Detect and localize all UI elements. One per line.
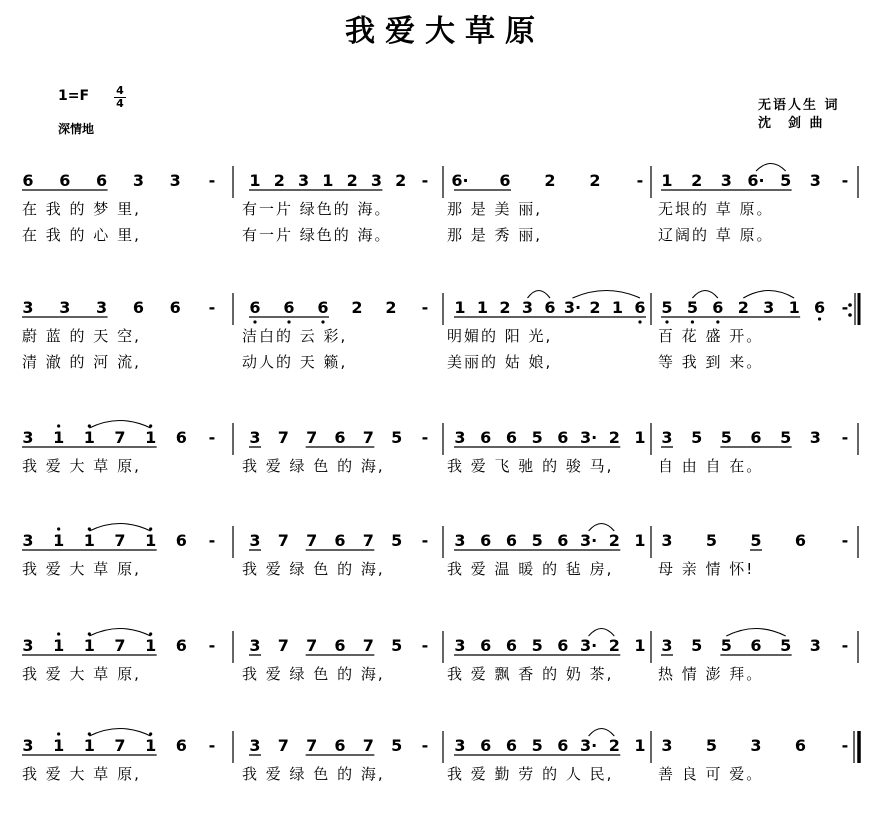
note-digit: 6 — [505, 531, 517, 550]
dash-extension: - — [421, 636, 429, 655]
note-digit: 6 — [22, 171, 34, 190]
dash-extension: - — [636, 171, 644, 190]
note-digit: 6 — [557, 636, 569, 655]
note-digit: 3 — [59, 298, 71, 317]
low-octave-dot — [287, 320, 290, 323]
note-digit: 2 — [589, 298, 601, 317]
lyric-text: 动人的 天 籁, — [242, 353, 348, 371]
lyric-text: 我 爱 大 草 原, — [22, 457, 141, 475]
lyric-text: 等 我 到 来。 — [658, 353, 764, 371]
note-digit: 1 — [634, 428, 646, 447]
note-digit: 3 — [22, 428, 34, 447]
note-digit: 3 — [454, 428, 466, 447]
note-digit: 3 — [249, 531, 261, 550]
note-digit: 2 — [691, 171, 703, 190]
note-digit: 3 — [454, 736, 466, 755]
composer-credit: 沈 剑 曲 — [758, 116, 825, 131]
note-digit: 1 — [53, 531, 65, 550]
note-digit: 6 — [634, 298, 646, 317]
dash-extension: - — [841, 298, 849, 317]
note-digit: 1 — [661, 171, 673, 190]
lyric-text: 辽阔的 草 原。 — [658, 226, 774, 244]
slur — [89, 421, 150, 429]
note-digit: 6 — [750, 428, 762, 447]
note-digit: 5 — [780, 636, 792, 655]
note-digit: 3 — [750, 736, 762, 755]
note-digit: 3· — [579, 531, 598, 550]
note-digit: 6 — [544, 298, 556, 317]
note-digit: 6 — [794, 736, 807, 755]
dash-extension: - — [421, 298, 429, 317]
note-digit: 1 — [611, 298, 624, 317]
note-digit: 6 — [175, 636, 187, 655]
dash-extension: - — [841, 531, 849, 550]
note-digit: 1 — [53, 636, 65, 655]
note-digit: 6 — [505, 636, 517, 655]
note-digit: 3 — [809, 171, 821, 190]
note-digit: 5 — [705, 531, 718, 550]
note-digit: 2 — [608, 428, 620, 447]
lyric-text: 我 爱 飘 香 的 奶 茶, — [447, 665, 614, 683]
note-digit: 1 — [145, 428, 157, 447]
note-digit: 6 — [175, 736, 187, 755]
note-digit: 3· — [579, 736, 598, 755]
note-digit: 3 — [22, 531, 34, 550]
note-digit: 3· — [579, 636, 598, 655]
note-digit: 6 — [557, 428, 569, 447]
low-octave-dot — [665, 320, 668, 323]
note-digit: 6· — [451, 171, 469, 190]
note-digit: 1 — [249, 171, 261, 190]
note-digit: 5 — [661, 298, 673, 317]
note-digit: 6 — [712, 298, 724, 317]
note-digit: 5 — [531, 531, 543, 550]
note-digit: 3 — [22, 298, 34, 317]
note-digit: 5 — [691, 636, 703, 655]
note-digit: 6 — [750, 636, 762, 655]
note-digit: 3 — [809, 636, 821, 655]
note-digit: 7 — [362, 428, 374, 447]
note-digit: 5 — [705, 736, 718, 755]
note-digit: 1 — [83, 531, 95, 550]
note-digit: 1 — [53, 736, 65, 755]
note-digit: 3 — [521, 298, 534, 317]
high-octave-dot — [57, 527, 60, 530]
lyric-text: 我 爱 绿 色 的 海, — [242, 665, 385, 683]
repeat-dot — [848, 303, 852, 307]
note-digit: 6 — [814, 298, 826, 317]
slur — [589, 524, 615, 532]
note-digit: 6 — [317, 298, 329, 317]
note-digit: 1 — [634, 736, 646, 755]
note-digit: 3 — [96, 298, 108, 317]
lyric-text: 百 花 盛 开。 — [658, 327, 764, 345]
lyric-text: 我 爱 大 草 原, — [22, 560, 141, 578]
lyric-text: 我 爱 飞 驰 的 骏 马, — [447, 457, 614, 475]
note-digit: 6 — [132, 298, 144, 317]
lyric-text: 有一片 绿色的 海。 — [242, 226, 392, 244]
note-digit: 1 — [454, 298, 466, 317]
slur — [726, 629, 785, 637]
lyric-text: 我 爱 大 草 原, — [22, 665, 141, 683]
dash-extension: - — [208, 171, 216, 190]
note-digit: 6 — [557, 531, 569, 550]
dash-extension: - — [841, 736, 849, 755]
lyric-text: 在 我 的 梦 里, — [22, 200, 141, 218]
high-octave-dot — [57, 632, 60, 635]
note-digit: 2 — [608, 531, 620, 550]
note-digit: 2 — [346, 171, 358, 190]
lyric-text: 无垠的 草 原。 — [658, 200, 774, 218]
dash-extension: - — [421, 736, 429, 755]
note-digit: 5 — [686, 298, 698, 317]
note-digit: 6 — [505, 736, 517, 755]
slur — [89, 524, 150, 532]
note-digit: 6 — [499, 171, 511, 190]
note-digit: 6 — [169, 298, 181, 317]
note-digit: 3 — [298, 171, 310, 190]
note-digit: 2 — [273, 171, 285, 190]
note-digit: 1 — [83, 428, 95, 447]
note-digit: 2 — [385, 298, 397, 317]
low-octave-dot — [716, 320, 719, 323]
note-digit: 7 — [114, 636, 126, 655]
dash-extension: - — [208, 636, 216, 655]
lyric-text: 洁白的 云 彩, — [242, 327, 348, 345]
lyric-text: 明媚的 阳 光, — [447, 327, 553, 345]
note-digit: 3 — [454, 531, 466, 550]
low-octave-dot — [321, 320, 324, 323]
dash-extension: - — [421, 171, 429, 190]
note-digit: 6 — [175, 531, 187, 550]
lyric-text: 我 爱 勤 劳 的 人 民, — [447, 765, 614, 783]
note-digit: 2 — [544, 171, 556, 190]
slur — [528, 291, 551, 299]
lyric-text: 善 良 可 爱。 — [658, 765, 764, 783]
lyric-text: 那 是 美 丽, — [447, 200, 543, 218]
note-digit: 7 — [277, 636, 289, 655]
note-digit: 1 — [145, 736, 157, 755]
note-digit: 6 — [505, 428, 517, 447]
note-digit: 3· — [579, 428, 598, 447]
note-digit: 1 — [145, 531, 157, 550]
dash-extension: - — [208, 428, 216, 447]
meter-bottom: 4 — [116, 97, 124, 110]
note-digit: 3 — [370, 171, 382, 190]
slur — [589, 629, 615, 637]
note-digit: 6 — [334, 736, 346, 755]
lyric-text: 热 情 澎 拜。 — [658, 665, 764, 683]
note-digit: 7 — [114, 531, 126, 550]
low-octave-dot — [253, 320, 256, 323]
slur — [89, 729, 150, 737]
note-digit: 3 — [249, 428, 261, 447]
low-octave-dot — [691, 320, 694, 323]
note-digit: 5 — [691, 428, 703, 447]
expression-mark: 深情地 — [58, 122, 95, 136]
slur — [692, 291, 717, 299]
meter-top: 4 — [116, 84, 124, 97]
note-digit: 7 — [114, 428, 126, 447]
note-digit: 3 — [454, 636, 466, 655]
note-digit: 2 — [351, 298, 363, 317]
note-digit: 5 — [780, 171, 792, 190]
note-digit: 3 — [661, 736, 673, 755]
note-digit: 3 — [22, 636, 34, 655]
note-digit: 6 — [59, 171, 71, 190]
note-digit: 3 — [661, 636, 673, 655]
note-digit: 5 — [720, 428, 732, 447]
note-digit: 1 — [476, 298, 489, 317]
note-digit: 3 — [661, 428, 673, 447]
note-digit: 7 — [277, 428, 289, 447]
note-digit: 7 — [362, 736, 374, 755]
high-octave-dot — [57, 424, 60, 427]
note-digit: 1 — [145, 636, 157, 655]
note-digit: 6 — [96, 171, 108, 190]
slur — [89, 629, 150, 637]
note-digit: 3 — [132, 171, 144, 190]
note-digit: 5 — [531, 736, 543, 755]
slur — [573, 291, 641, 299]
lyric-text: 我 爱 大 草 原, — [22, 765, 141, 783]
note-digit: 6 — [557, 736, 569, 755]
note-digit: 6 — [175, 428, 187, 447]
note-digit: 1 — [322, 171, 334, 190]
note-digit: 3 — [661, 531, 673, 550]
note-digit: 2 — [737, 298, 749, 317]
dash-extension: - — [208, 298, 216, 317]
lyric-text: 我 爱 绿 色 的 海, — [242, 765, 385, 783]
song-title: 我爱大草原 — [345, 14, 545, 49]
note-digit: 6 — [334, 636, 346, 655]
note-digit: 7 — [362, 636, 374, 655]
note-digit: 5 — [391, 531, 403, 550]
lyricist-credit: 无语人生 词 — [758, 98, 840, 113]
note-digit: 7 — [277, 736, 289, 755]
note-digit: 5 — [780, 428, 792, 447]
note-digit: 5 — [391, 736, 403, 755]
low-octave-dot — [638, 320, 641, 323]
note-digit: 2 — [395, 171, 407, 190]
lyric-text: 我 爱 绿 色 的 海, — [242, 457, 385, 475]
low-octave-dot — [818, 317, 821, 320]
note-digit: 2 — [499, 298, 511, 317]
lyric-text: 美丽的 姑 娘, — [447, 353, 553, 371]
note-digit: 7 — [362, 531, 374, 550]
note-digit: 2 — [608, 736, 620, 755]
note-digit: 6 — [334, 428, 346, 447]
note-digit: 1 — [53, 428, 65, 447]
note-digit: 7 — [306, 428, 318, 447]
note-digit: 6· — [747, 171, 765, 190]
note-digit: 3 — [22, 736, 34, 755]
note-digit: 1 — [83, 736, 95, 755]
note-digit: 6 — [283, 298, 295, 317]
note-digit: 7 — [306, 531, 318, 550]
slur — [589, 729, 615, 737]
note-digit: 5 — [531, 428, 543, 447]
note-digit: 6 — [334, 531, 346, 550]
note-digit: 6 — [480, 736, 492, 755]
note-digit: 6 — [480, 531, 492, 550]
lyric-text: 有一片 绿色的 海。 — [242, 200, 392, 218]
lyric-text: 自 由 自 在。 — [658, 457, 764, 475]
dash-extension: - — [421, 531, 429, 550]
slur — [756, 164, 786, 172]
note-digit: 3 — [809, 428, 821, 447]
note-digit: 3 — [249, 736, 261, 755]
note-digit: 7 — [306, 736, 318, 755]
note-digit: 7 — [277, 531, 289, 550]
lyric-text: 母 亲 情 怀! — [658, 560, 755, 578]
note-digit: 3 — [169, 171, 181, 190]
note-digit: 2 — [589, 171, 601, 190]
lyric-text: 我 爱 绿 色 的 海, — [242, 560, 385, 578]
note-digit: 3 — [720, 171, 732, 190]
lyric-text: 那 是 秀 丽, — [447, 226, 543, 244]
note-digit: 5 — [531, 636, 543, 655]
note-digit: 1 — [788, 298, 800, 317]
note-digit: 5 — [750, 531, 762, 550]
dash-extension: - — [208, 531, 216, 550]
high-octave-dot — [57, 732, 60, 735]
note-digit: 3 — [249, 636, 261, 655]
dash-extension: - — [841, 636, 849, 655]
note-digit: 1 — [634, 531, 646, 550]
note-digit: 6 — [480, 428, 492, 447]
dash-extension: - — [841, 171, 849, 190]
slur — [743, 291, 794, 299]
lyric-text: 我 爱 温 暖 的 毡 房, — [447, 560, 614, 578]
note-digit: 3 — [763, 298, 775, 317]
note-digit: 5 — [720, 636, 732, 655]
note-digit: 7 — [114, 736, 126, 755]
repeat-dot — [848, 313, 852, 317]
dash-extension: - — [208, 736, 216, 755]
note-digit: 7 — [306, 636, 318, 655]
note-digit: 3· — [563, 298, 582, 317]
note-digit: 5 — [391, 428, 403, 447]
note-digit: 2 — [608, 636, 620, 655]
note-digit: 5 — [391, 636, 403, 655]
key-signature: 1=F — [58, 88, 90, 104]
dash-extension: - — [841, 428, 849, 447]
lyric-text: 蔚 蓝 的 天 空, — [22, 327, 141, 345]
dash-extension: - — [421, 428, 429, 447]
note-digit: 6 — [794, 531, 807, 550]
note-digit: 6 — [249, 298, 261, 317]
note-digit: 1 — [634, 636, 646, 655]
note-digit: 6 — [480, 636, 492, 655]
lyric-text: 清 澈 的 河 流, — [22, 353, 141, 371]
lyric-text: 在 我 的 心 里, — [22, 226, 141, 244]
note-digit: 1 — [83, 636, 95, 655]
